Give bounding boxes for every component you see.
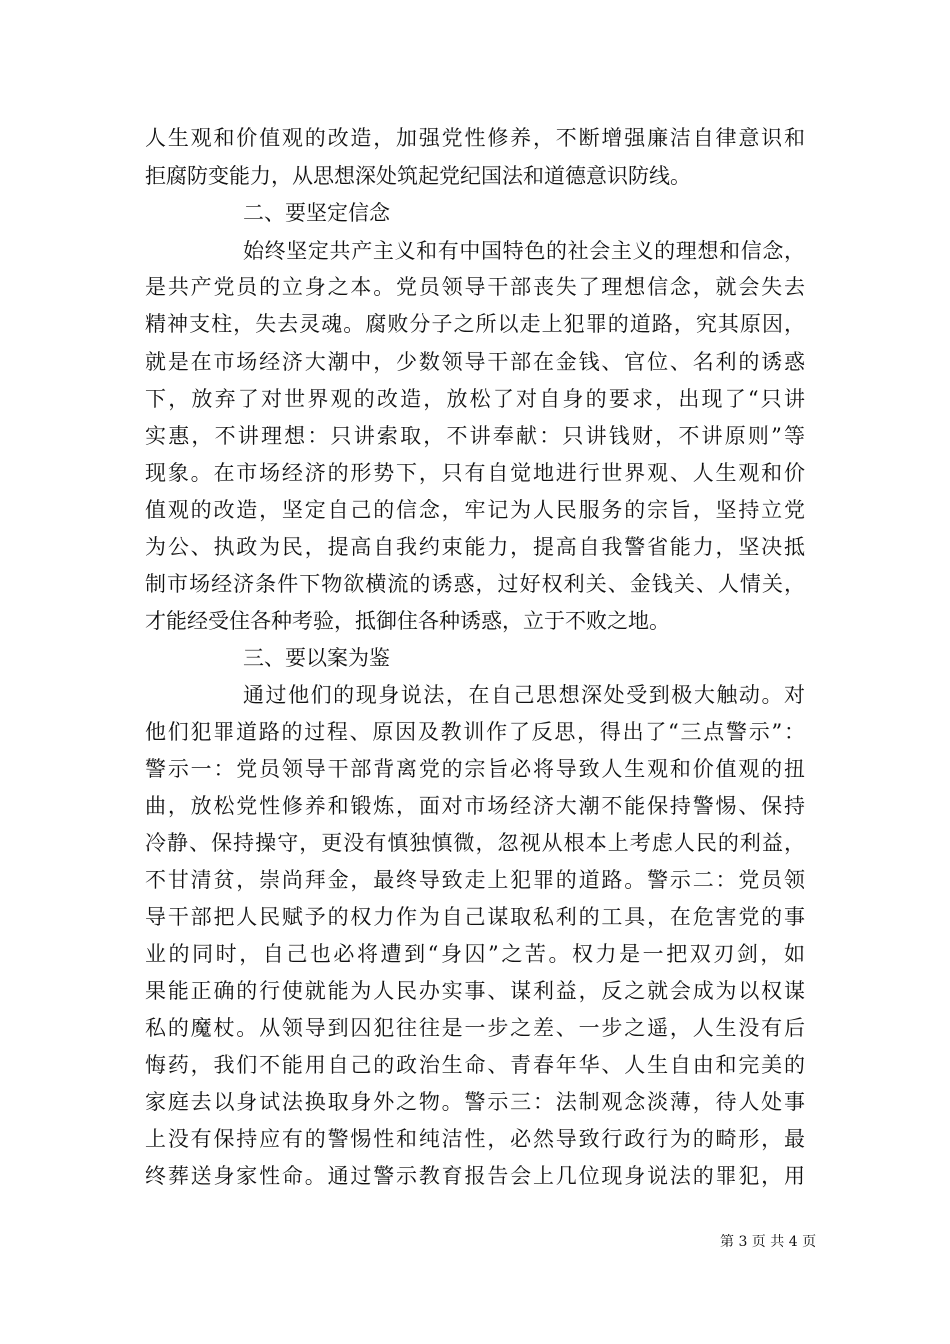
section-heading: 二、要坚定信念 — [243, 201, 390, 225]
section-heading: 三、要以案为鉴 — [243, 646, 390, 670]
page-number: 第 3 页 共 4 页 — [720, 1234, 817, 1250]
paragraph-line: 上没有保持应有的警惕性和纯洁性，必然导致行政行为的畸形，最 — [145, 1127, 805, 1151]
paragraph-line: 就是在市场经济大潮中，少数领导干部在金钱、官位、名利的诱惑 — [145, 350, 805, 374]
paragraph-line: 悔药，我们不能用自己的政治生命、青春年华、人生自由和完美的 — [145, 1053, 805, 1077]
paragraph-line: 家庭去以身试法换取身外之物。警示三：法制观念淡薄，待人处事 — [145, 1090, 805, 1114]
paragraph-line: 值观的改造，坚定自己的信念，牢记为人民服务的宗旨，坚持立党 — [145, 498, 805, 522]
paragraph-line: 下，放弃了对世界观的改造，放松了对自身的要求，出现了“只讲 — [145, 387, 805, 411]
paragraph-line: 业的同时，自己也必将遭到“身囚”之苦。权力是一把双刃剑，如 — [145, 942, 805, 966]
paragraph-line: 终葬送身家性命。通过警示教育报告会上几位现身说法的罪犯，用 — [145, 1164, 805, 1188]
paragraph-line: 现象。在市场经济的形势下，只有自觉地进行世界观、人生观和价 — [145, 461, 805, 485]
paragraph-line: 通过他们的现身说法，在自己思想深处受到极大触动。对 — [243, 683, 805, 707]
paragraph-line: 才能经受住各种考验，抵御住各种诱惑，立于不败之地。 — [145, 609, 670, 633]
paragraph-line: 曲，放松党性修养和锻炼，面对市场经济大潮不能保持警惕、保持 — [145, 794, 805, 818]
paragraph-line: 不甘清贫，崇尚拜金，最终导致走上犯罪的道路。警示二：党员领 — [145, 868, 805, 892]
paragraph-line: 精神支柱，失去灵魂。腐败分子之所以走上犯罪的道路，究其原因， — [145, 312, 805, 336]
paragraph-line: 始终坚定共产主义和有中国特色的社会主义的理想和信念， — [243, 239, 805, 263]
paragraph-line: 果能正确的行使就能为人民办实事、谋利益，反之就会成为以权谋 — [145, 979, 805, 1003]
paragraph-line: 私的魔杖。从领导到囚犯往往是一步之差、一步之遥，人生没有后 — [145, 1016, 805, 1040]
paragraph-line: 制市场经济条件下物欲横流的诱惑，过好权利关、金钱关、人情关， — [145, 572, 805, 596]
paragraph-line: 为公、执政为民，提高自我约束能力，提高自我警省能力，坚决抵 — [145, 535, 805, 559]
paragraph-line: 拒腐防变能力，从思想深处筑起党纪国法和道德意识防线。 — [145, 164, 691, 188]
paragraph-line: 警示一：党员领导干部背离党的宗旨必将导致人生观和价值观的扭 — [145, 757, 805, 781]
paragraph-line: 实惠，不讲理想：只讲索取，不讲奉献：只讲钱财，不讲原则”等 — [145, 424, 805, 448]
paragraph-line: 他们犯罪道路的过程、原因及教训作了反思，得出了“三点警示”： — [145, 720, 805, 744]
paragraph-line: 人生观和价值观的改造，加强党性修养，不断增强廉洁自律意识和 — [145, 126, 805, 150]
paragraph-line: 是共产党员的立身之本。党员领导干部丧失了理想信念，就会失去 — [145, 275, 805, 299]
paragraph-line: 导干部把人民赋予的权力作为自己谋取私利的工具，在危害党的事 — [145, 905, 805, 929]
paragraph-line: 冷静、保持操守，更没有慎独慎微，忽视从根本上考虑人民的利益， — [145, 831, 805, 855]
